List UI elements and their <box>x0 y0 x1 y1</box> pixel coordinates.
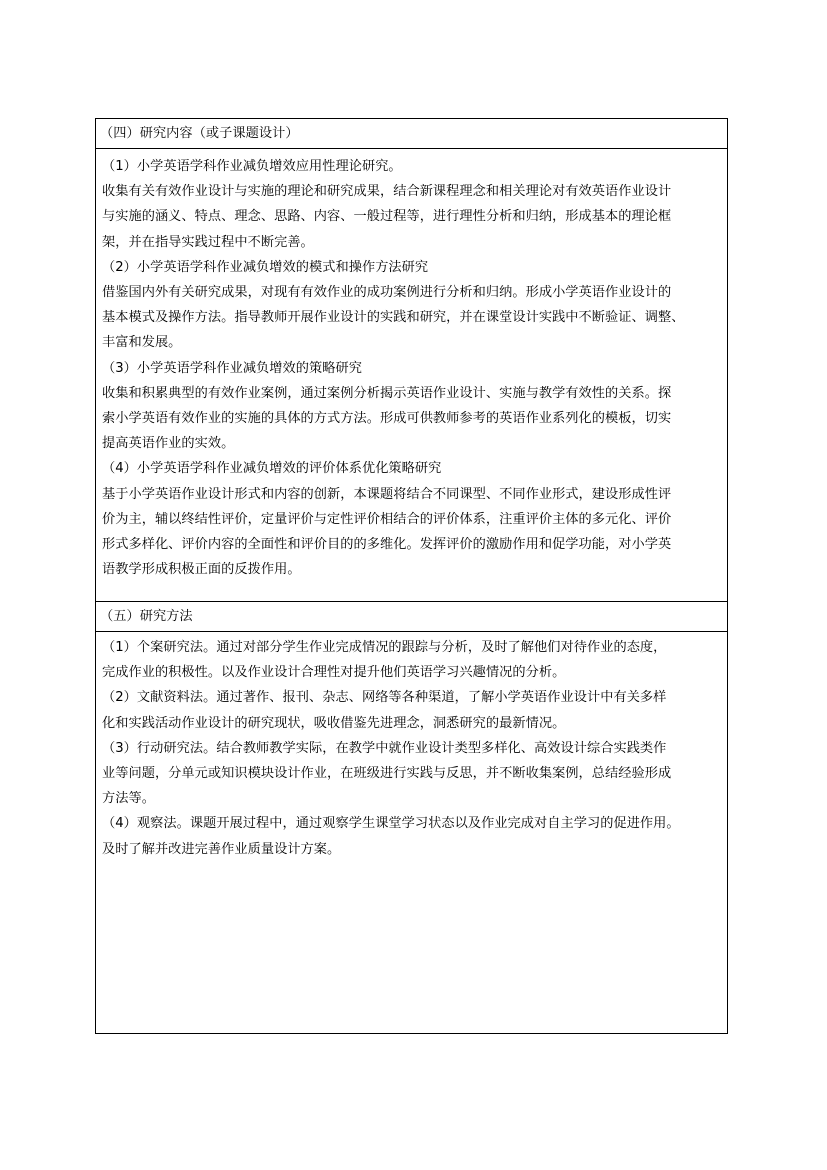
section4-line: 提高英语作业的实效。 <box>102 436 235 452</box>
section4-line: 基本模式及操作方法。指导教师开展作业设计的实践和研究，并在课堂设计实践中不断验证、调整、 <box>102 310 685 326</box>
section4-line: 与实施的涵义、特点、理念、思路、内容、一般过程等，进行理性分析和归纳，形成基本的理论框 <box>102 209 672 225</box>
section4-title: （四）研究内容（或子课题设计） <box>100 126 299 141</box>
section4-line: 价为主，辅以终结性评价，定量评价与定性评价相结合的评价体系，注重评价主体的多元化、评价 <box>102 511 672 527</box>
section4-line: （4）小学英语学科作业减负增效的评价体系优化策略研究 <box>102 461 442 477</box>
section5-line: （1）个案研究法。通过对部分学生作业完成情况的跟踪与分析，及时了解他们对待作业的态度， <box>102 640 667 655</box>
section4-line: （3）小学英语学科作业减负增效的策略研究 <box>102 360 362 376</box>
section4-line: 架，并在指导实践过程中不断完善。 <box>102 234 314 250</box>
section5-line: 及时了解并改进完善作业质量设计方案。 <box>102 841 341 857</box>
section4-line: 语教学形成积极正面的反拨作用。 <box>102 562 301 578</box>
section5-line: 完成作业的积极性。以及作业设计合理性对提升他们英语学习兴趣情况的分析。 <box>102 665 566 681</box>
section4-line: 丰富和发展。 <box>102 335 182 351</box>
section4-header-row <box>96 119 727 148</box>
section5-line: （2）文献资料法。通过著作、报刊、杂志、网络等各种渠道，了解小学英语作业设计中有关多样 <box>102 690 667 706</box>
section5-line: 化和实践活动作业设计的研究现状，吸收借鉴先进理念，洞悉研究的最新情况。 <box>102 715 566 731</box>
section4-line: （2）小学英语学科作业减负增效的模式和操作方法研究 <box>102 259 429 275</box>
section5-header-row <box>96 601 727 631</box>
section5-line: 方法等。 <box>102 791 155 807</box>
section4-line: （1）小学英语学科作业减负增效应用性理论研究。 <box>102 159 402 174</box>
document-table <box>95 118 728 1034</box>
section5-content <box>102 635 721 862</box>
section4-line: 收集有关有效作业设计与实施的理论和研究成果，结合新课程理念和相关理论对有效英语作业设计 <box>102 184 672 200</box>
section4-line: 索小学英语有效作业的实施的具体的方式方法。形成可供教师参考的英语作业系列化的模板，切实 <box>102 411 672 427</box>
section4-content-row <box>96 148 727 601</box>
section5-line: 业等问题，分单元或知识模块设计作业，在班级进行实践与反思，并不断收集案例，总结经验形成 <box>102 766 672 782</box>
section5-title: （五）研究方法 <box>100 609 193 624</box>
section5-line: （4）观察法。课题开展过程中，通过观察学生课堂学习状态以及作业完成对自主学习的促进作用。 <box>102 816 680 832</box>
section4-content <box>102 154 721 582</box>
section4-line: 收集和积累典型的有效作业案例，通过案例分析揭示英语作业设计、实施与教学有效性的关系。探 <box>102 385 672 401</box>
section5-line: （3）行动研究法。结合教师教学实际，在教学中就作业设计类型多样化、高效设计综合实践类作 <box>102 740 667 756</box>
section4-line: 借鉴国内外有关研究成果，对现有有效作业的成功案例进行分析和归纳。形成小学英语作业设计的 <box>102 285 672 301</box>
section4-line: 基于小学英语作业设计形式和内容的创新，本课题将结合不同课型、不同作业形式，建设形成性评 <box>102 486 672 502</box>
section4-line: 形式多样化、评价内容的全面性和评价目的的多维化。发挥评价的激励作用和促学功能，对小学英 <box>102 537 672 553</box>
section5-content-row <box>96 631 727 1033</box>
